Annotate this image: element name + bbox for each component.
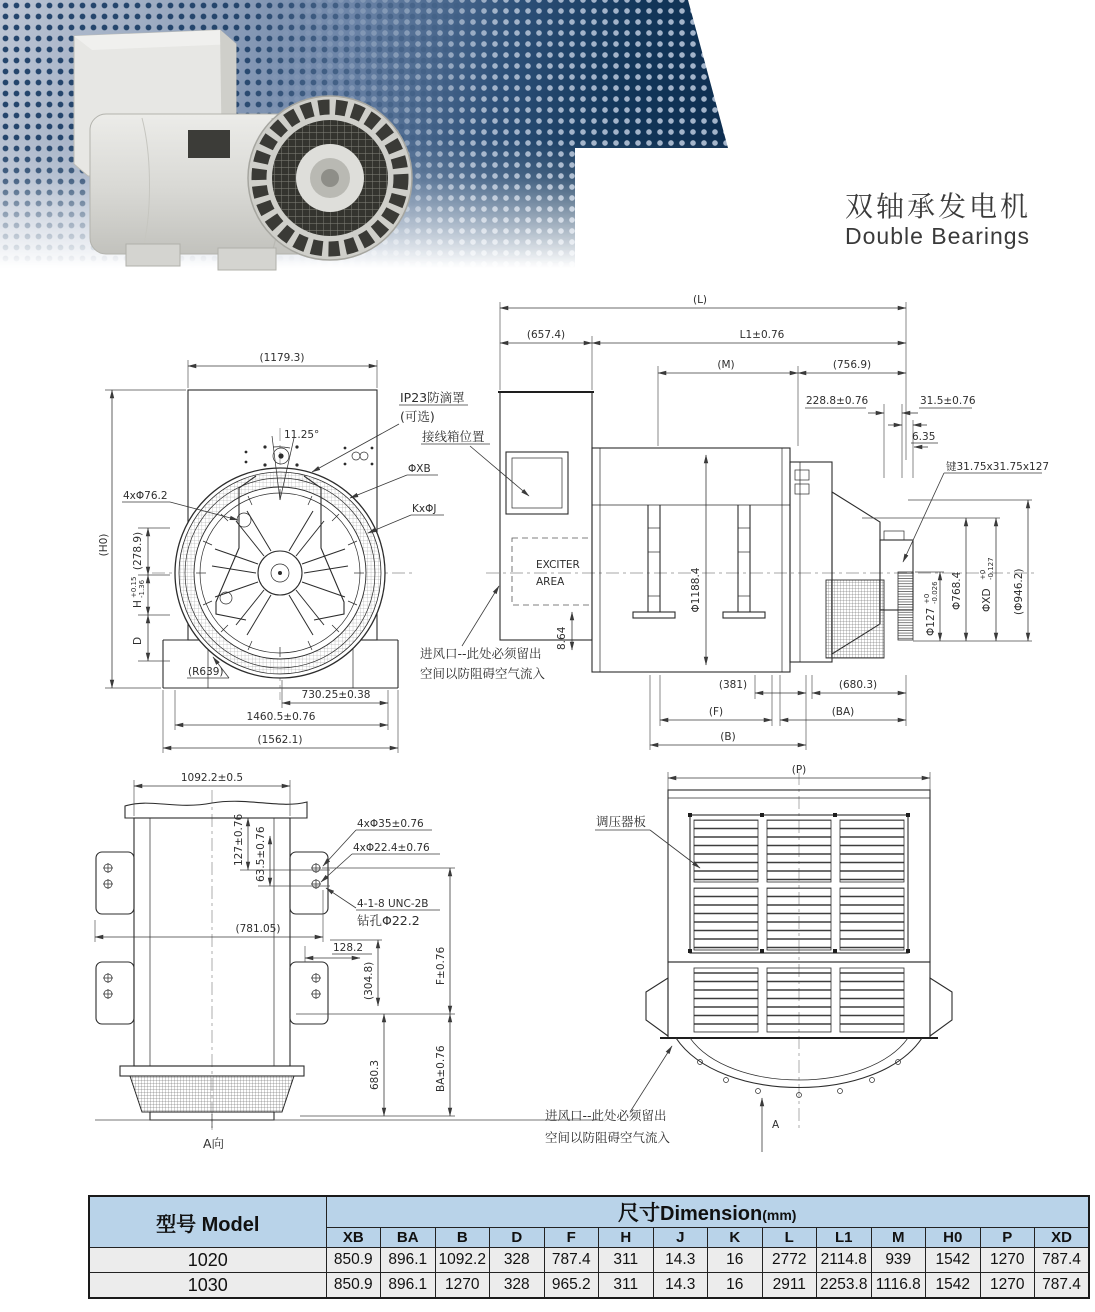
- cell: 311: [599, 1273, 654, 1299]
- col-ba: BA: [381, 1228, 436, 1248]
- cell: 16: [708, 1273, 763, 1299]
- top-regulator-label: 调压器板: [596, 814, 647, 829]
- side-dia-1188: Φ1188.4: [690, 567, 702, 613]
- table-dim-en: Dimension: [660, 1203, 763, 1225]
- side-air-note-line2: 空间以防阻碍空气流入: [420, 666, 546, 681]
- louver-panel-top: [688, 813, 910, 953]
- side-view-drawing: [420, 294, 1049, 750]
- col-b: B: [435, 1228, 490, 1248]
- rear-dim-f: F±0.76: [435, 946, 447, 985]
- front-dim-h-tol-dn: -1.36: [138, 579, 146, 598]
- front-kxj-label: KxΦJ: [412, 503, 437, 515]
- exciter-area-line1: EXCITER: [536, 559, 580, 571]
- side-dia-127-tol-up: +0: [923, 593, 931, 604]
- front-left-dim-stack: [130, 528, 170, 661]
- front-terminal-box-note: 接线箱位置: [422, 429, 485, 444]
- front-r639-label: (R639): [188, 666, 224, 678]
- cell: 311: [599, 1248, 654, 1273]
- louver-panel-mid: [694, 968, 904, 1032]
- side-dia-127-tol-dn: -0.026: [931, 581, 939, 604]
- page-title-zh: 双轴承发电机: [845, 191, 1032, 222]
- side-dim-l1: L1±0.76: [739, 329, 785, 341]
- cell: 1542: [926, 1248, 981, 1273]
- table-dim-unit: (mm): [762, 1207, 797, 1223]
- rear-dim-127: 127±0.76: [233, 813, 245, 866]
- dimension-table: [88, 1195, 1090, 1299]
- cell: 787.4: [544, 1248, 599, 1273]
- cell: 850.9: [326, 1248, 381, 1273]
- cell: 14.3: [653, 1248, 708, 1273]
- col-h: H: [599, 1228, 654, 1248]
- rear-dim-3048: (304.8): [363, 961, 375, 1000]
- col-xd: XD: [1035, 1228, 1090, 1248]
- front-dim-h0: (H0): [98, 533, 110, 557]
- top-view-drawing: [545, 764, 952, 1152]
- front-angle-label: 11.25°: [284, 429, 320, 441]
- top-arrow-label: A: [772, 1119, 780, 1131]
- front-holes-label: 4xΦ76.2: [123, 490, 168, 502]
- top-dim-p: (P): [791, 764, 807, 776]
- rear-unc-line1: 4-1-8 UNC-2B: [357, 898, 429, 910]
- table-row: [89, 1273, 1089, 1299]
- cell: 1270: [980, 1248, 1035, 1273]
- side-dia-946: (Φ946.2): [1013, 568, 1025, 615]
- side-dim-m: (M): [717, 359, 735, 371]
- cell: 2911: [762, 1273, 817, 1299]
- top-air-note-line1: 进风口--此处必须留出: [545, 1108, 667, 1123]
- cell: 1542: [926, 1273, 981, 1299]
- side-dim-657: (657.4): [526, 329, 566, 341]
- col-l: L: [762, 1228, 817, 1248]
- table-dim-zh: 尺寸: [618, 1202, 660, 1225]
- cell: 896.1: [381, 1273, 436, 1299]
- col-k: K: [708, 1228, 763, 1248]
- rear-view-label: A向: [203, 1136, 225, 1151]
- side-dim-864: 8.64: [556, 626, 568, 650]
- side-dim-b: (B): [720, 731, 736, 743]
- col-d: D: [490, 1228, 545, 1248]
- cell: 2772: [762, 1248, 817, 1273]
- front-ip23-note-line2: (可选): [400, 409, 435, 424]
- cell: 2114.8: [817, 1248, 872, 1273]
- cell: 16: [708, 1248, 763, 1273]
- page-title-en: Double Bearings: [845, 222, 1031, 249]
- front-dim-width: (1179.3): [259, 352, 305, 364]
- front-dim-h-tol-up: +0.15: [130, 576, 138, 598]
- front-dim-d: D: [132, 636, 144, 645]
- front-dim-278: (278.9): [132, 531, 144, 571]
- side-dim-381: (381): [718, 679, 748, 691]
- col-p: P: [980, 1228, 1035, 1248]
- rear-dim-781: (781.05): [235, 923, 281, 935]
- side-dia-127: Φ127: [925, 607, 937, 636]
- front-ip23-note-line1: IP23防滴罩: [400, 390, 465, 405]
- front-view-drawing: [98, 352, 529, 753]
- col-h0: H0: [926, 1228, 981, 1248]
- cell: 14.3: [653, 1273, 708, 1299]
- rear-dim-ba: BA±0.76: [435, 1045, 447, 1092]
- table-row: [89, 1248, 1089, 1273]
- top-air-note-line2: 空间以防阻碍空气流入: [545, 1130, 671, 1145]
- cell: 896.1: [381, 1248, 436, 1273]
- front-dim-h: H: [132, 600, 144, 608]
- exciter-area-line2: AREA: [536, 576, 565, 588]
- rear-holes-35: 4xΦ35±0.76: [357, 818, 424, 830]
- table-model-header: 型号 Model: [89, 1196, 326, 1248]
- cell: 965.2: [544, 1273, 599, 1299]
- side-dim-l: (L): [692, 294, 708, 306]
- side-key-label: 键31.75x31.75x127: [946, 461, 1050, 473]
- rear-dim-1092: 1092.2±0.5: [180, 772, 244, 784]
- side-dim-315: 31.5±0.76: [920, 395, 976, 407]
- side-dim-228: 228.8±0.76: [806, 395, 869, 407]
- rear-unc-line2: 钻孔Φ22.2: [357, 913, 420, 928]
- front-xb-label: ΦXB: [408, 463, 431, 475]
- col-j: J: [653, 1228, 708, 1248]
- cell: 787.4: [1035, 1248, 1090, 1273]
- side-dim-635: 6.35: [912, 431, 936, 443]
- col-xb: XB: [326, 1228, 381, 1248]
- cell: 1092.2: [435, 1248, 490, 1273]
- cell: 328: [490, 1248, 545, 1273]
- cell: 2253.8: [817, 1273, 872, 1299]
- front-dim-1562: (1562.1): [257, 734, 303, 746]
- cell: 328: [490, 1273, 545, 1299]
- rear-dim-635: 63.5±0.76: [255, 826, 267, 882]
- cell: 1270: [435, 1273, 490, 1299]
- side-dia-xd-tol-up: +0: [979, 569, 987, 580]
- col-m: M: [871, 1228, 926, 1248]
- table-dimension-header: [326, 1196, 1089, 1228]
- model-1020: 1020: [89, 1248, 326, 1273]
- col-l1: L1: [817, 1228, 872, 1248]
- rear-holes-224: 4xΦ22.4±0.76: [353, 842, 430, 854]
- front-dim-730: 730.25±0.38: [301, 689, 371, 701]
- side-dim-680: (680.3): [838, 679, 878, 691]
- cell: 850.9: [326, 1273, 381, 1299]
- side-dim-f: (F): [708, 706, 724, 718]
- rear-dim-6803: 680.3: [369, 1059, 381, 1090]
- side-dim-756: (756.9): [832, 359, 872, 371]
- cell: 787.4: [1035, 1273, 1090, 1299]
- side-dia-xd: ΦXD: [981, 588, 993, 612]
- model-1030: 1030: [89, 1273, 326, 1299]
- side-dia-768: Φ768.4: [951, 571, 963, 610]
- cell: 939: [871, 1248, 926, 1273]
- cell: 1270: [980, 1273, 1035, 1299]
- side-dia-xd-tol-dn: -0.127: [987, 557, 995, 580]
- front-dim-1460: 1460.5±0.76: [246, 711, 316, 723]
- rear-dim-1282: 128.2: [333, 942, 364, 954]
- cell: 1116.8: [871, 1273, 926, 1299]
- side-air-note-line1: 进风口--此处必须留出: [420, 646, 542, 661]
- side-dim-ba: (BA): [831, 706, 855, 718]
- rear-view-drawing: [95, 772, 600, 1151]
- col-f: F: [544, 1228, 599, 1248]
